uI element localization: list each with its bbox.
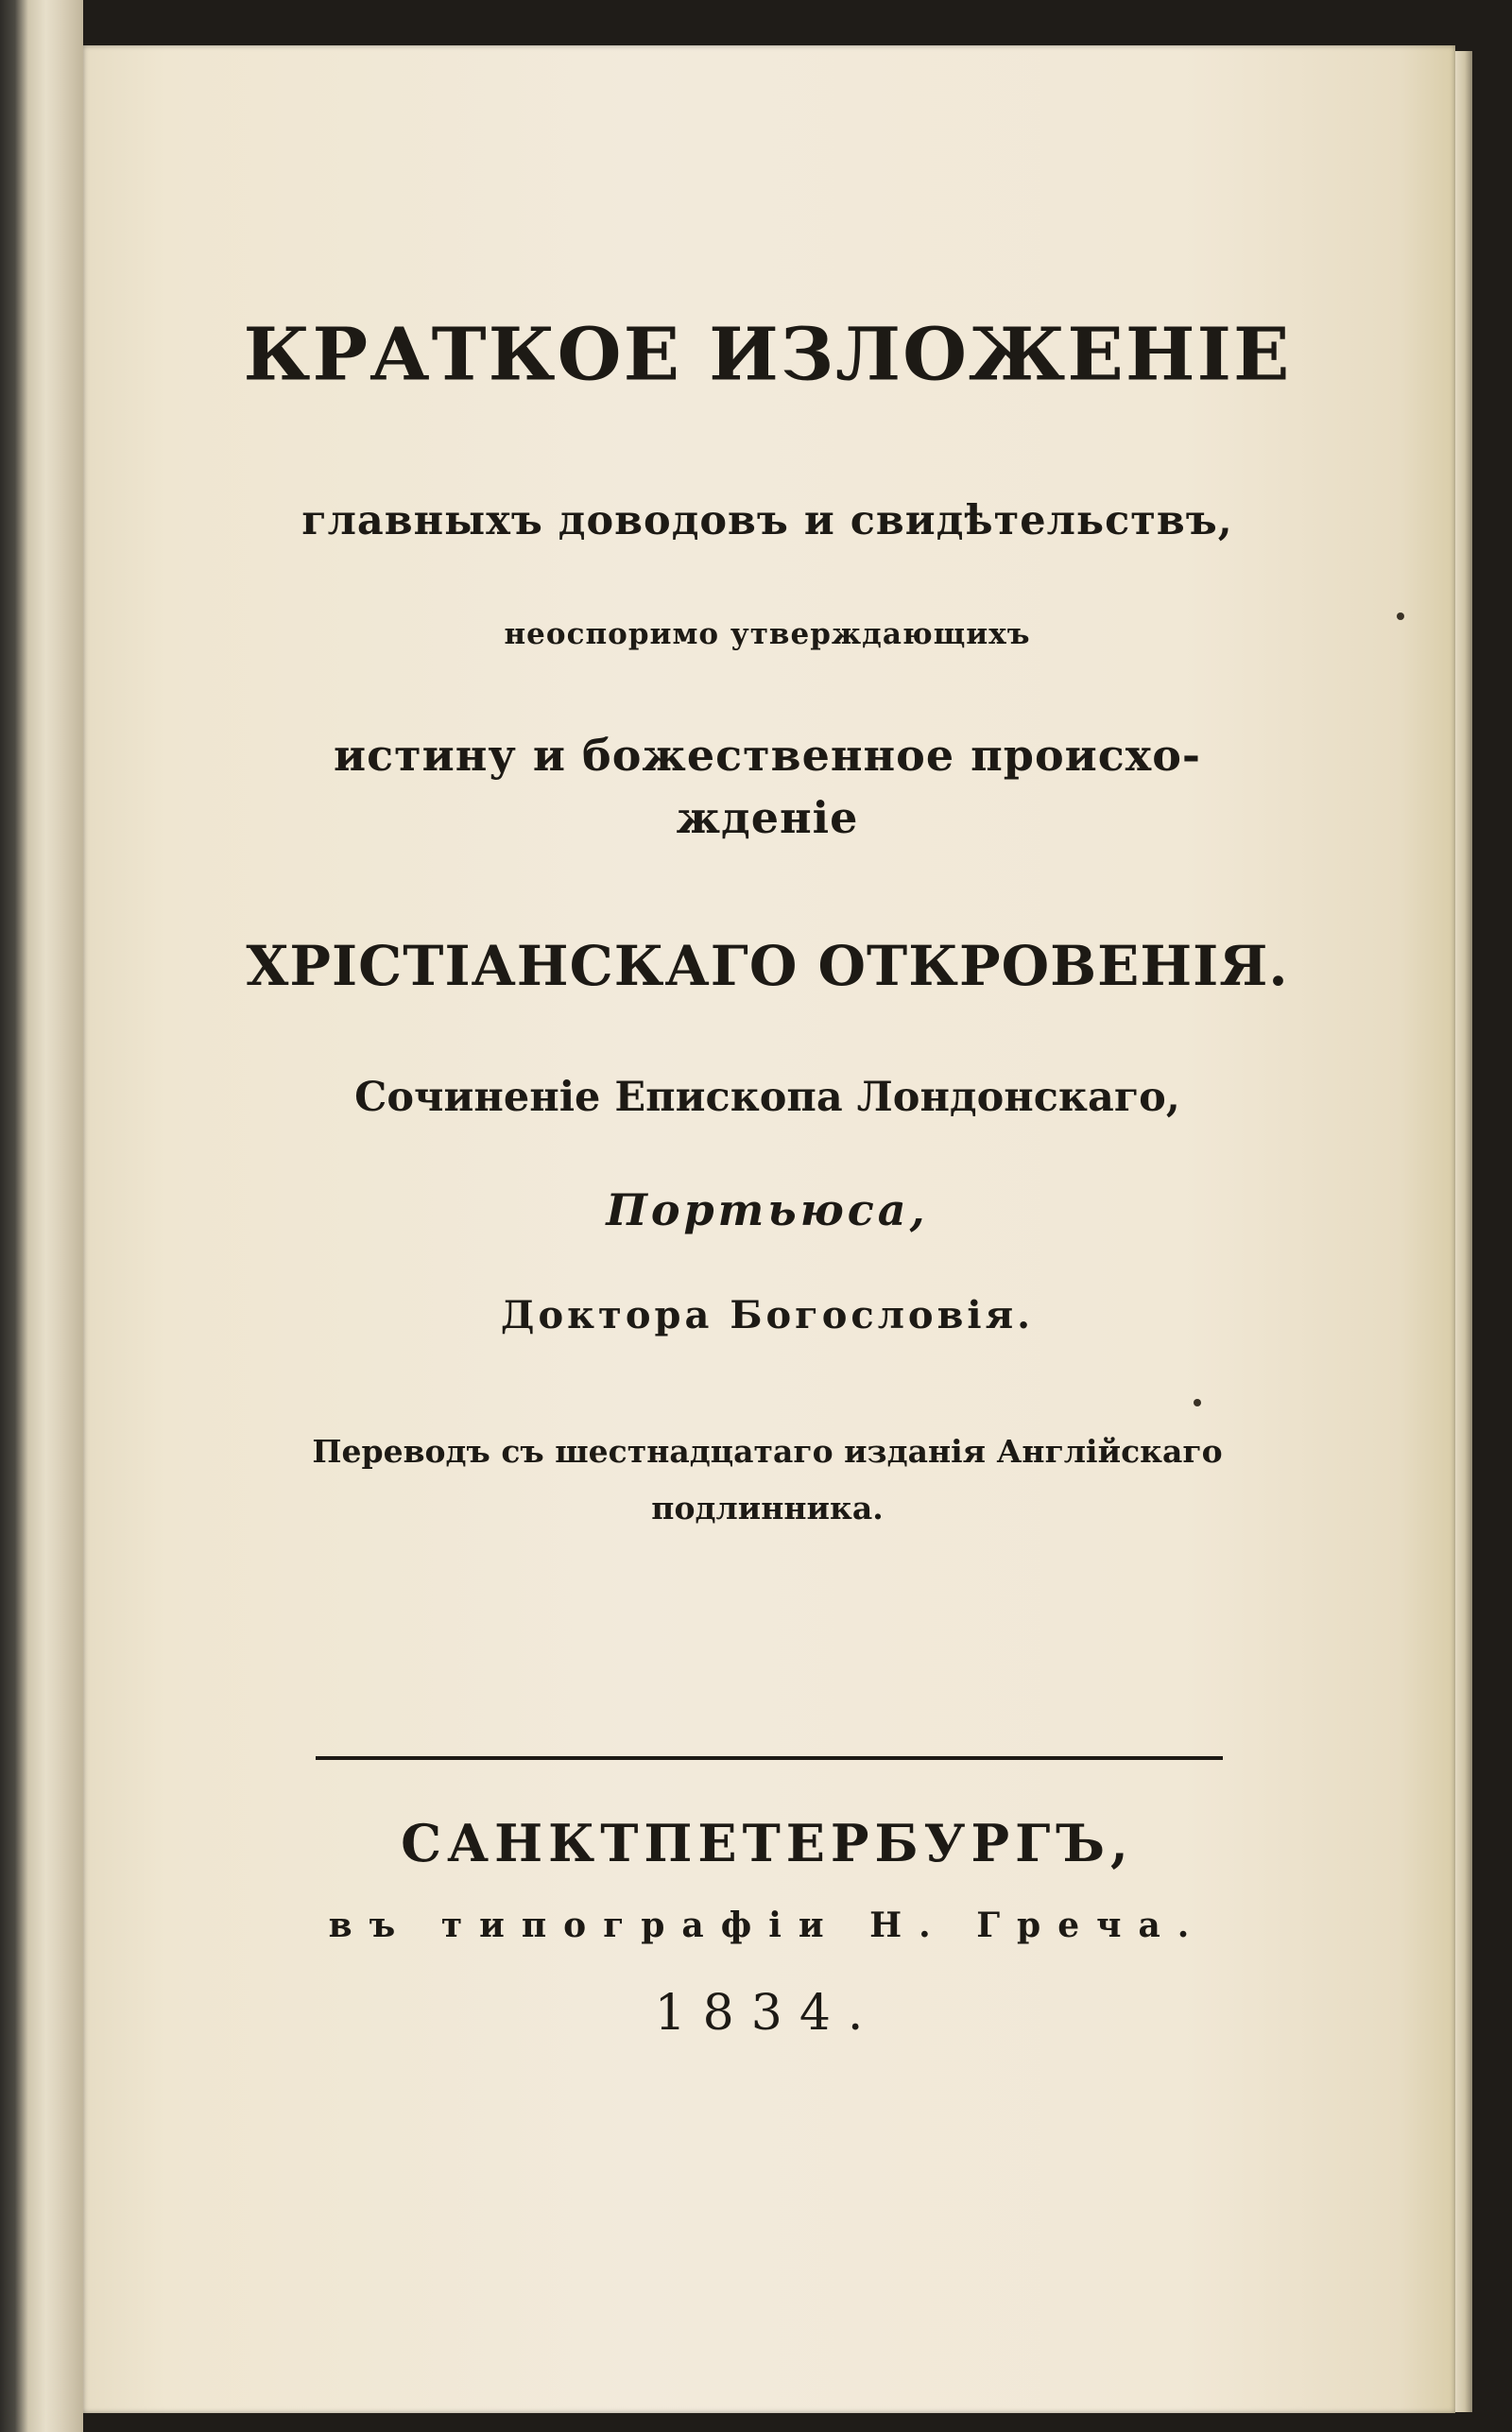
title-page — [83, 45, 1455, 2413]
imprint-year: 1834. — [654, 1985, 881, 2042]
page-speck — [1397, 612, 1404, 620]
page-speck — [1194, 1399, 1201, 1406]
subtitle-line-2: неоспоримо утверждающихъ — [504, 617, 1031, 651]
page-edge — [1453, 51, 1472, 2412]
title-page-content — [197, 45, 1338, 2413]
divider-rule — [316, 1756, 1223, 1760]
translation-note-1: Переводъ съ шестнадцатаго изданія Англійскаго — [312, 1433, 1223, 1470]
book-title: КРАТКОЕ ИЗЛОЖЕНІЕ — [243, 312, 1292, 398]
author-degree: Доктора Богословія. — [500, 1293, 1035, 1337]
subtitle-line-1: главныхъ доводовъ и свидѣтельствъ, — [301, 497, 1233, 544]
translation-note-2: подлинника. — [651, 1490, 884, 1526]
subtitle-line-3: истину и божественное происхо- — [334, 730, 1201, 781]
subtitle-line-5: ХРІСТІАНСКАГО ОТКРОВЕНІЯ. — [246, 934, 1289, 998]
book-binding — [0, 0, 83, 2432]
imprint-printer: въ типографіи Н. Греча. — [328, 1906, 1207, 1945]
imprint-city: САНКТПЕТЕРБУРГЪ, — [401, 1813, 1134, 1873]
author-name: Портьюса, — [606, 1184, 929, 1235]
subtitle-line-4: жденіе — [676, 792, 859, 843]
author-line-1: Сочиненіе Епископа Лондонскаго, — [354, 1074, 1180, 1121]
